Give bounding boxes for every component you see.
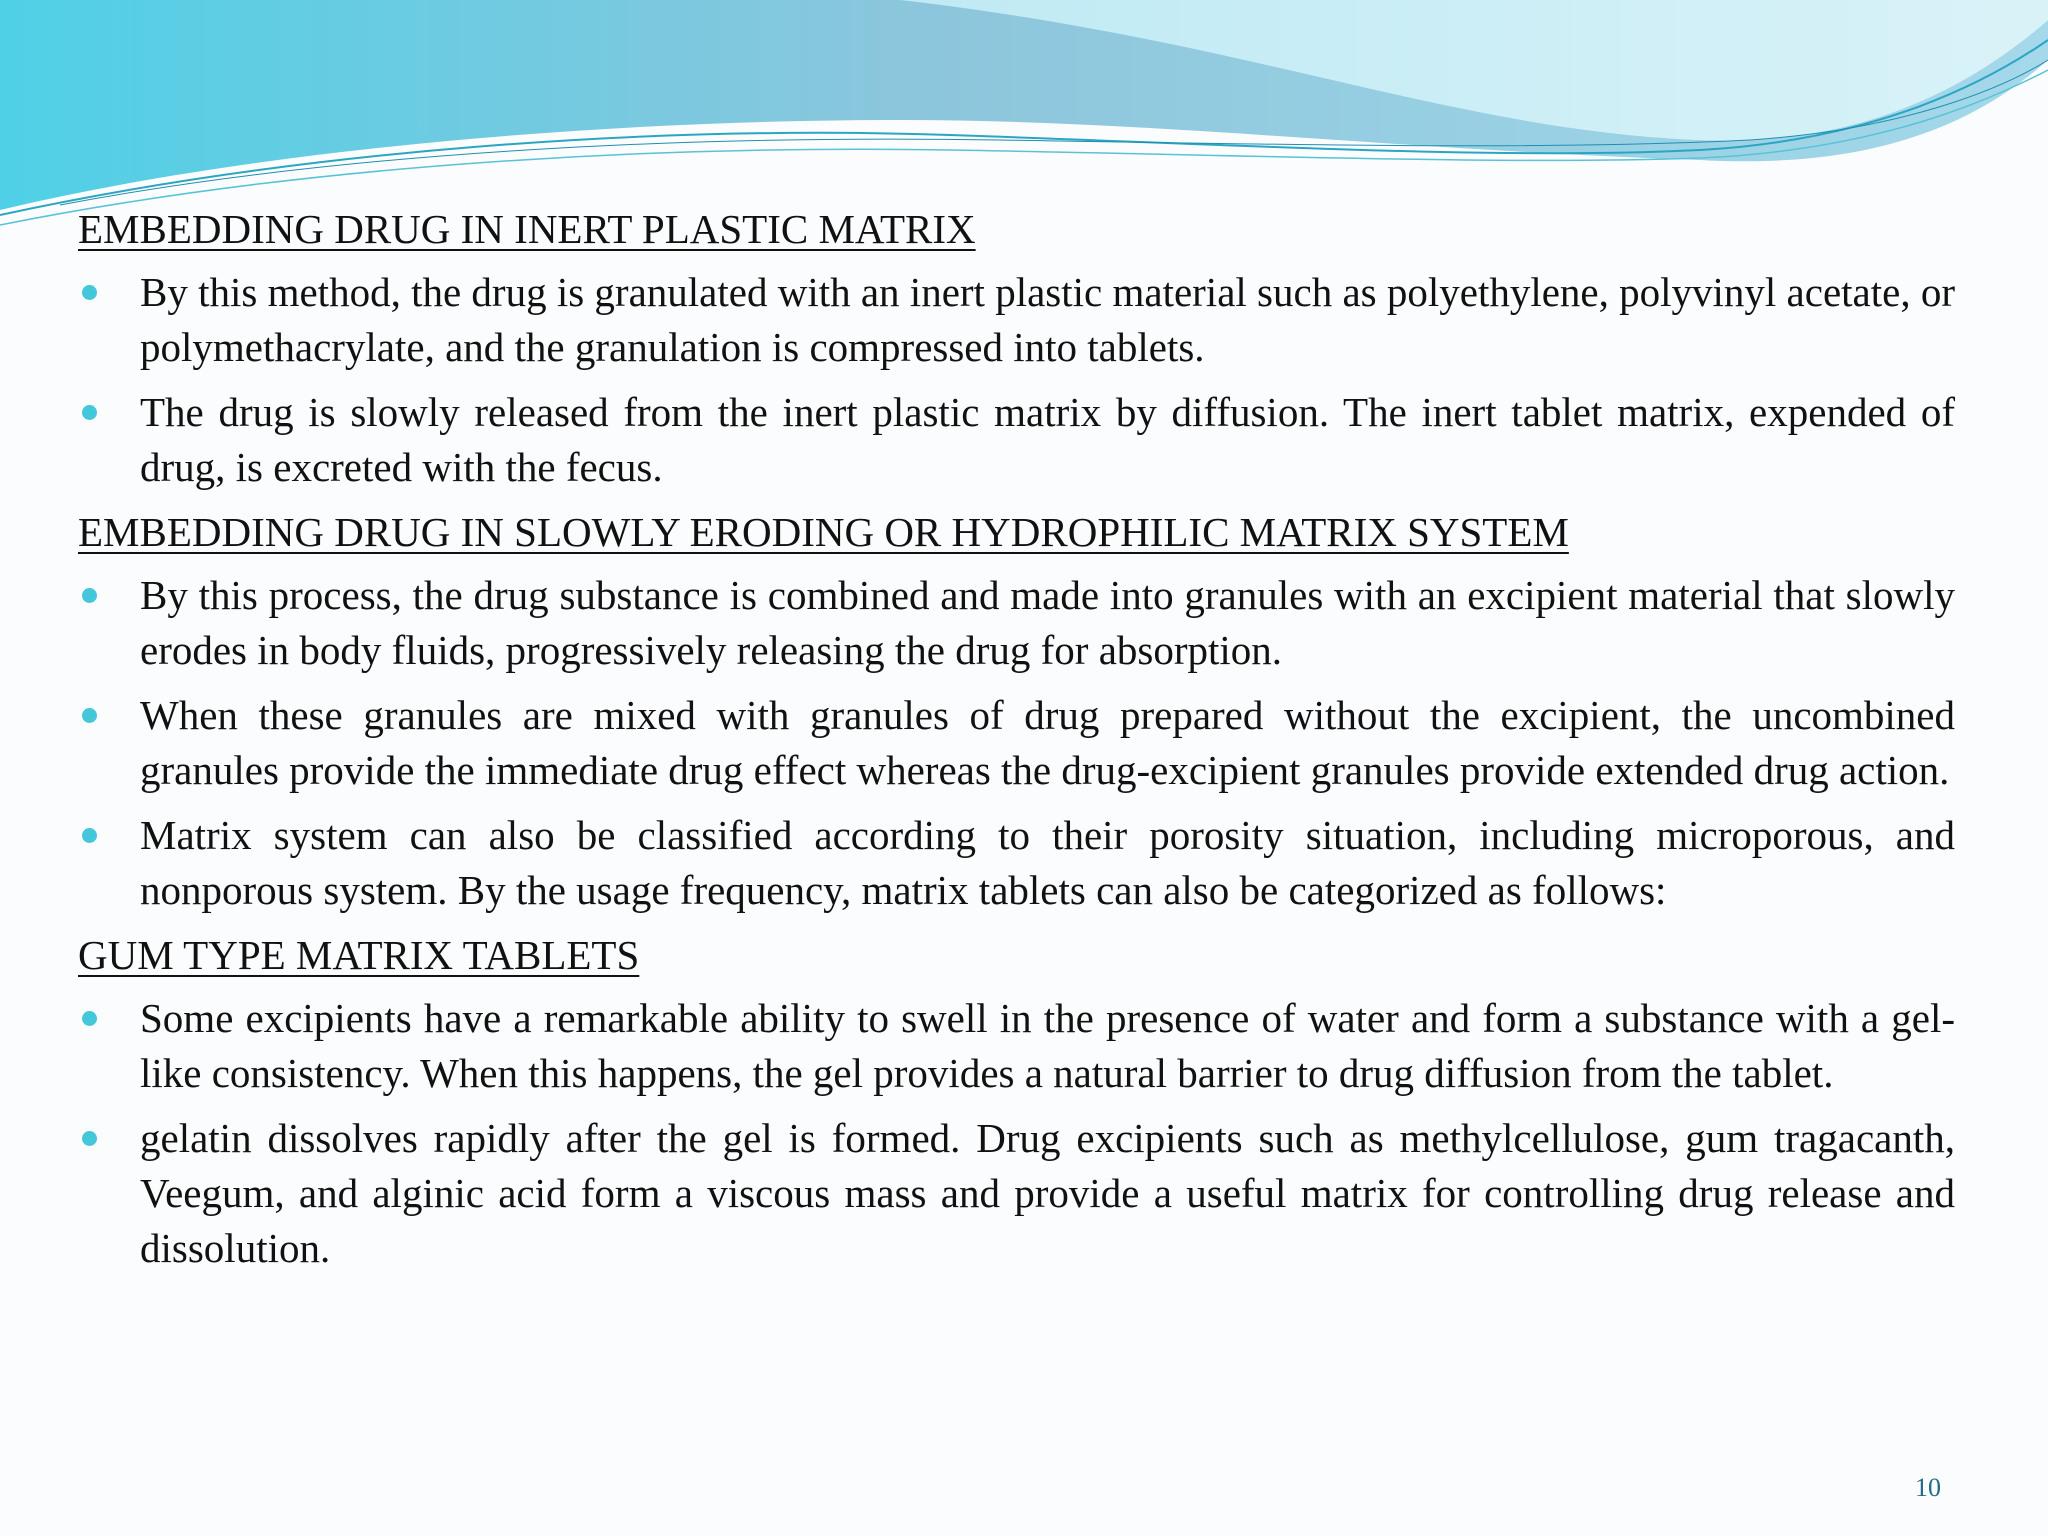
- bullet-item: When these granules are mixed with granules of drug prepared without the excipient, the uncombined granules provide the immediate drug effect whereas the drug-excipient granules provide extended drug action.: [78, 688, 1955, 798]
- bullet-item: By this process, the drug substance is combined and made into granules with an excipient material that slowly erodes in body fluids, progressively releasing the drug for absorption.: [78, 568, 1955, 678]
- bullet-dot-icon: [82, 1011, 97, 1026]
- bullet-dot-icon: [82, 828, 97, 843]
- section-heading-hydrophilic-matrix: EMBEDDING DRUG IN SLOWLY ERODING OR HYDROPHILIC MATRIX SYSTEM: [78, 509, 1569, 555]
- bullet-dot-icon: [82, 588, 97, 603]
- bullet-dot-icon: [82, 405, 97, 420]
- section-heading-inert-plastic: EMBEDDING DRUG IN INERT PLASTIC MATRIX: [78, 206, 976, 252]
- bullet-dot-icon: [82, 708, 97, 723]
- bullet-item: The drug is slowly released from the inert plastic matrix by diffusion. The inert tablet matrix, expended of drug, is excreted with the fecus.: [78, 385, 1955, 495]
- page-number: 10: [1915, 1473, 1941, 1502]
- bullet-item: Some excipients have a remarkable ability to swell in the presence of water and form a substance with a gel-like consistency. When this happens, the gel provides a natural barrier to drug diffusion from the tablet.: [78, 991, 1955, 1101]
- bullet-item: gelatin dissolves rapidly after the gel is formed. Drug excipients such as methylcellulose, gum tragacanth, Veegum, and alginic acid form a viscous mass and provide a useful matrix for controlling drug release and dissolution.: [78, 1111, 1955, 1276]
- slide-content: [78, 200, 1955, 1286]
- bullet-dot-icon: [82, 285, 97, 300]
- bullet-item: By this method, the drug is granulated with an inert plastic material such as polyethylene, polyvinyl acetate, or polymethacrylate, and the granulation is compressed into tablets.: [78, 265, 1955, 375]
- section-heading-gum-type: GUM TYPE MATRIX TABLETS: [78, 932, 640, 978]
- bullet-item: Matrix system can also be classified according to their porosity situation, including microporous, and nonporous system. By the usage frequency, matrix tablets can also be categorized as follows:: [78, 808, 1955, 918]
- bullet-dot-icon: [82, 1131, 97, 1146]
